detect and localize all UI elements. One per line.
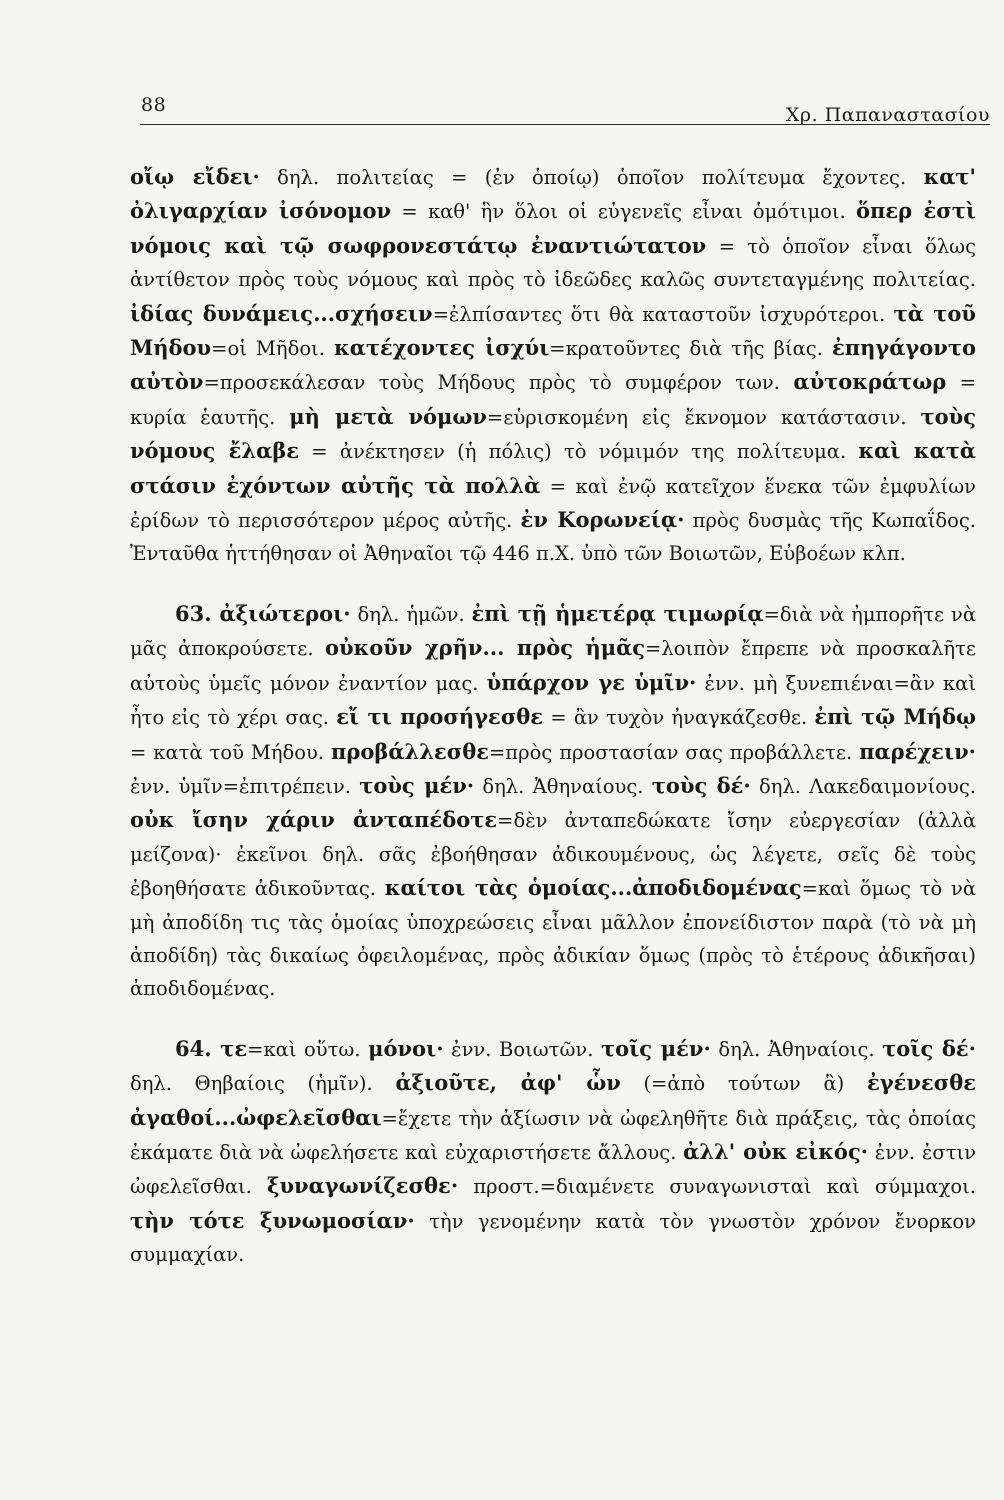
lemma-text: τοὺς δέ· — [651, 772, 751, 798]
gloss-text: δηλ. πολιτείας = (ἐν ὁποίῳ) ὁποῖον πολίτευμα ἔχοντες. — [259, 166, 924, 189]
lemma-text: τοὺς μέν· — [359, 772, 475, 798]
lemma-text: τοῖς δέ· — [882, 1035, 976, 1061]
gloss-text: = ἀνέκτησεν (ἡ πόλις) τὸ νόμιμόν της πολίτευμα. — [299, 440, 859, 464]
lemma-text: ἐν Κορωνείᾳ· — [520, 507, 685, 533]
gloss-text: =εὑρισκομένη εἰς ἔκνομον κατάστασιν. — [487, 405, 921, 429]
lemma-text: οὐκοῦν χρῆν... πρὸς ἡμᾶς — [324, 635, 646, 661]
gloss-text: δηλ. Ἀθηναίους. — [474, 774, 652, 798]
gloss-text: = τὸ ὁποῖον εἶναι ὅλως ἀντίθετον πρὸς τοὺς νόμους καὶ πρὸς τὸ ἰδεῶδες καλῶς συντεταγμένης πολιτείας. — [130, 234, 977, 292]
commentary-paragraph — [130, 597, 976, 1006]
lemma-text: τε — [220, 1035, 248, 1061]
gloss-text: =δὲν ἀνταπεδώκατε ἴσην εὐεργεσίαν (ἀλλὰ μείζονα)· ἐκεῖνοι δηλ. σᾶς ἐβοήθησαν ἀδικουμένους, ὡς λέγετε, σεῖς δὲ τοὺς ἐβοηθήσατε ἀδικοῦντας. — [130, 809, 976, 901]
gloss-text: =κρατοῦντες διὰ τῆς βίας. — [549, 337, 832, 361]
lemma-text: ὅπερ ἐστὶ νόμοις καὶ τῷ σωφρονεστάτῳ ἐναντιώτατον — [130, 198, 976, 258]
page-number: 88 — [141, 94, 167, 116]
gloss-text: προστ.=διαμένετε συναγωνισταὶ καὶ σύμμαχοι. — [458, 1175, 976, 1199]
gloss-text: =καὶ ὅμως τὸ νὰ μὴ ἀποδίδη τις τὰς ὁμοίας ὑποχρεώσεις εἶναι μᾶλλον ἐπονείδιστον παρὰ (τὸ νὰ μὴ ἀποδίδη) τὰς δικαίως ὀφειλομένας, πρὸς ἀδικίαν ὅμως (πρὸς τὸ ἑτέρους ἀδικῆσαι) ἀποδιδομένας. — [130, 877, 976, 1001]
lemma-text: μὴ μετὰ νόμων — [289, 403, 487, 429]
lemma-text: ἐπηγάγοντο αὐτὸν — [130, 335, 976, 395]
gloss-text: ἐνν. μὴ ξυνεπιέναι=ἂν καὶ ἦτο εἰς τὸ χέρι σας. — [130, 671, 976, 730]
lemma-text: οὐκ ἴσην χάριν ἀνταπέδοτε — [130, 807, 498, 833]
lemma-text: ἀξιοῦτε, ἀφ' ὧν — [395, 1070, 621, 1096]
lemma-text: τὴν τότε ξυνωμοσίαν· — [130, 1207, 415, 1233]
lemma-text: οἴῳ εἴδει· — [130, 164, 260, 189]
gloss-text: (=ἀπὸ τούτων ἃ) — [620, 1072, 867, 1096]
gloss-text: πρὸς δυσμὰς τῆς Κωπαΐδος. Ἐνταῦθα ἡττήθησαν οἱ Ἀθηναῖοι τῷ 446 π.Χ. ὑπὸ τῶν Βοιωτῶν, Εὐβοέων κλπ. — [130, 509, 976, 566]
commentary-body — [130, 160, 976, 1272]
lemma-text: ὑπάρχον γε ὑμῖν· — [486, 669, 697, 695]
lemma-text: κατέχοντες ἰσχύι — [334, 335, 550, 361]
gloss-text: = καὶ ἐνῷ κατεῖχον ἕνεκα τῶν ἐμφυλίων ἐρίδων τὸ περισσότερον μέρος αὐτῆς. — [130, 474, 976, 533]
lemma-text: ἐπὶ τῇ ἡμετέρᾳ τιμωρίᾳ — [471, 600, 764, 626]
lemma-text: ἐπὶ τῷ Μήδῳ — [814, 704, 976, 730]
paragraph-number: 64. — [175, 1035, 221, 1061]
lemma-text: αὐτοκράτωρ — [793, 369, 947, 395]
lemma-text: παρέχειν· — [859, 738, 976, 764]
lemma-text: ἐγένεσθε ἀγαθοί...ὠφελεῖσθαι — [130, 1070, 976, 1130]
lemma-text: τοῖς μέν· — [600, 1035, 711, 1061]
gloss-text: =διὰ νὰ ἠμπορῆτε νὰ μᾶς ἀποκρούσετε. — [130, 602, 976, 661]
gloss-text: =ἔχετε τὴν ἀξίωσιν νὰ ὠφεληθῆτε διὰ πράξεις, τὰς ὁποίας ἐκάματε διὰ νὰ ὠφελήσετε καὶ εὐχαριστήσετε ἄλλους. — [130, 1106, 976, 1164]
lemma-text: ξυναγωνίζεσθε· — [267, 1173, 459, 1199]
lemma-text: μόνοι· — [368, 1035, 444, 1061]
lemma-text: ἀλλ' οὐκ εἰκός· — [683, 1138, 869, 1164]
lemma-text: καὶ κατὰ στάσιν ἐχόντων αὐτῆς τὰ πολλὰ — [130, 438, 976, 498]
gloss-text: δηλ. Ἀθηναίοις. — [710, 1037, 883, 1061]
commentary-paragraph — [130, 160, 976, 571]
lemma-text: ἀξιώτεροι· — [219, 600, 351, 626]
lemma-text: τὰ τοῦ Μήδου — [130, 300, 976, 361]
lemma-text: τοὺς νόμους ἔλαβε — [130, 403, 977, 464]
running-header: Χρ. Παπαναστασίου — [785, 104, 990, 126]
lemma-text: ἰδίας δυνάμεις...σχήσειν — [130, 300, 433, 326]
gloss-text: τὴν γενομένην κατὰ τὸν γνωστὸν χρόνον ἔνορκον συμμαχίαν. — [130, 1209, 976, 1267]
lemma-text: καίτοι τὰς ὁμοίας...ἀποδιδομένας — [384, 875, 802, 901]
gloss-text: =λοιπὸν ἔπρεπε νὰ προσκαλῆτε αὐτοὺς ὑμεῖς μόνον ἐναντίον μας. — [130, 637, 976, 695]
gloss-text: δηλ. ἡμῶν. — [350, 602, 472, 626]
gloss-text: ἐνν. ὑμῖν=ἐπιτρέπειν. — [130, 774, 360, 798]
gloss-text: = ἂν τυχὸν ἠναγκάζεσθε. — [543, 706, 815, 730]
gloss-text: =καὶ οὕτω. — [247, 1037, 369, 1061]
gloss-text: = κυρία ἑαυτῆς. — [130, 371, 976, 429]
header-rule — [140, 124, 990, 125]
gloss-text: =πρὸς προστασίαν σας προβάλλετε. — [488, 740, 860, 764]
gloss-text: = καθ' ἣν ὅλοι οἱ εὐγενεῖς εἶναι ὁμότιμοι. — [391, 200, 856, 224]
lemma-text: κατ' ὀλιγαρχίαν ἰσόνομον — [130, 164, 976, 224]
gloss-text: =οἱ Μῆδοι. — [211, 337, 334, 361]
lemma-text: προβάλλεσθε — [331, 738, 489, 764]
gloss-text: = κατὰ τοῦ Μήδου. — [130, 740, 332, 764]
commentary-paragraph — [130, 1032, 976, 1272]
gloss-text: δηλ. Λακεδαιμονίους. — [750, 774, 976, 798]
gloss-text: δηλ. Θηβαίοις (ἡμῖν). — [130, 1072, 396, 1096]
gloss-text: ἐνν. ἐστιν ὠφελεῖσθαι. — [130, 1140, 976, 1199]
lemma-text: εἴ τι προσήγεσθε — [336, 704, 544, 730]
gloss-text: ἐνν. Βοιωτῶν. — [443, 1037, 601, 1061]
paragraph-number: 63. — [175, 600, 220, 626]
gloss-text: =προσεκάλεσαν τοὺς Μήδους πρὸς τὸ συμφέρον των. — [203, 371, 794, 395]
gloss-text: =ἐλπίσαντες ὅτι θὰ καταστοῦν ἰσχυρότεροι. — [432, 302, 894, 326]
